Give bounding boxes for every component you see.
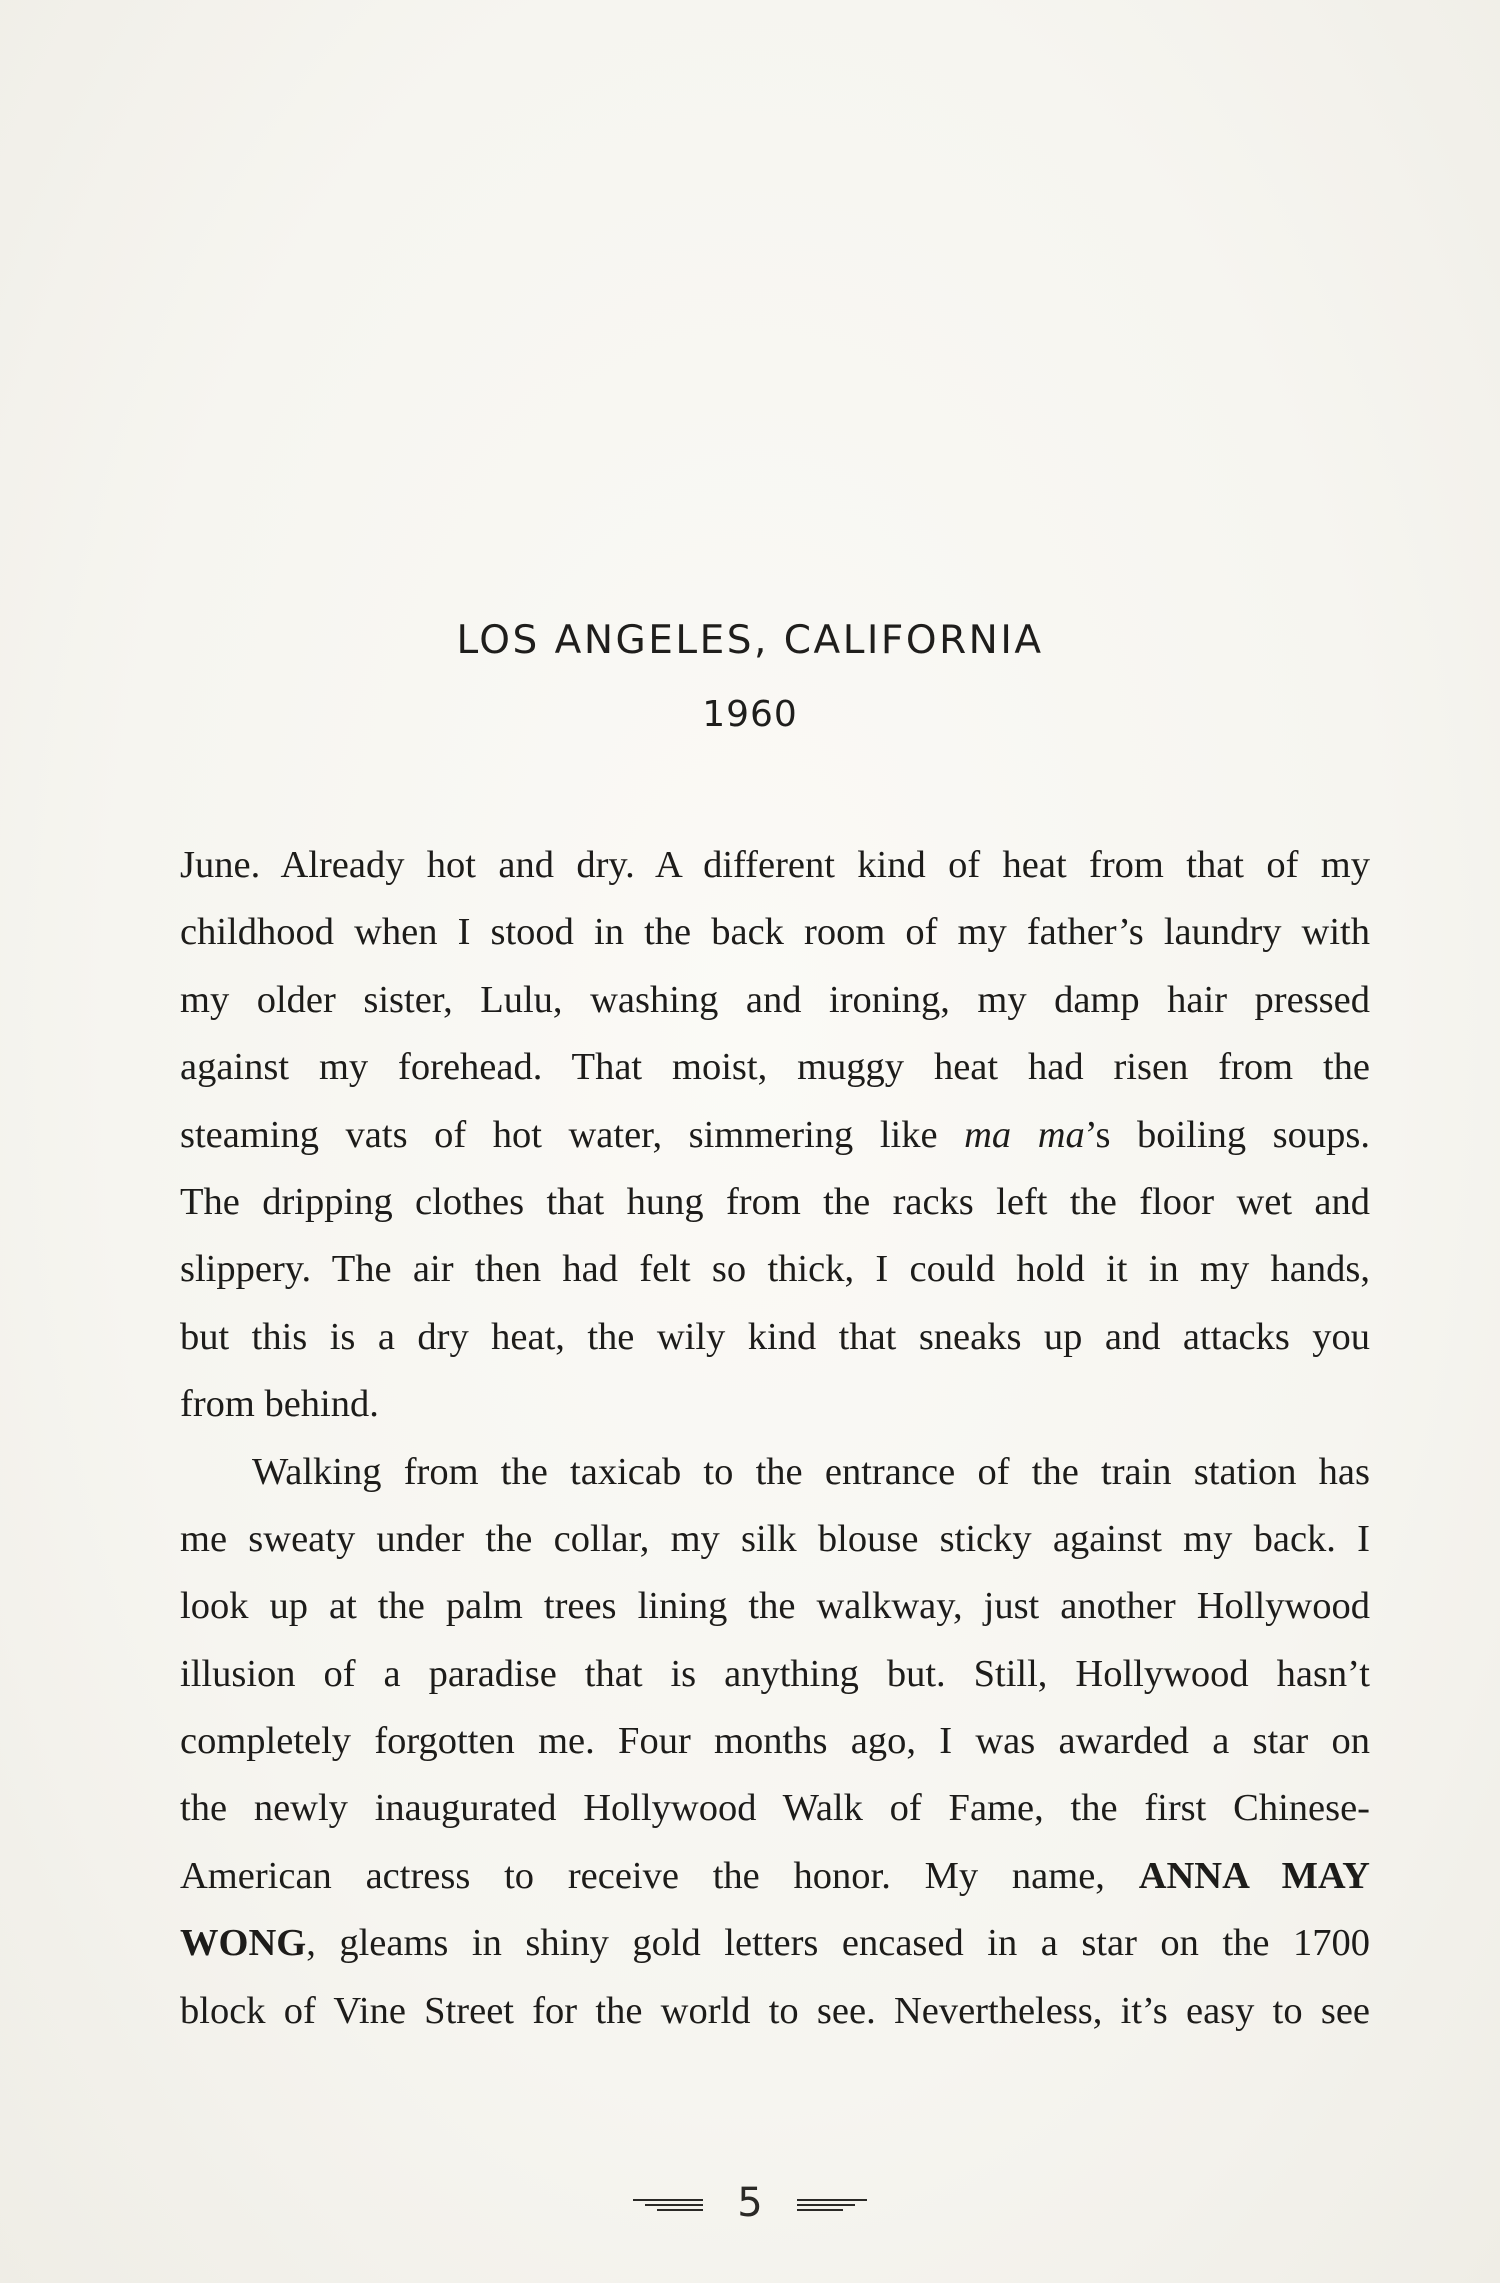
text-line: against my forehead. That moist, muggy heat had risen from the xyxy=(180,1046,1370,1089)
text-line: Walking from the taxicab to the entrance of the train station has xyxy=(252,1450,1370,1493)
bold-name: ANNA MAY xyxy=(1138,1854,1370,1897)
text-line: slippery. The air then had felt so thick, I could hold it in my hands, xyxy=(180,1248,1370,1291)
text-line: block of Vine Street for the world to see. Nevertheless, it’s easy to see xyxy=(180,1989,1370,2032)
text-line xyxy=(180,1843,1370,1910)
text-line: The dripping clothes that hung from the racks left the floor wet and xyxy=(180,1180,1370,1223)
text-line: me sweaty under the collar, my silk blouse sticky against my back. I xyxy=(180,1517,1370,1560)
text-line xyxy=(180,1910,1370,1977)
right-ornament-icon xyxy=(797,2197,867,2213)
text-line: from behind. xyxy=(180,1383,379,1426)
page-footer xyxy=(0,2180,1500,2226)
paragraph-1 xyxy=(180,832,1370,1439)
text-segment: steaming vats of hot water, simmering like xyxy=(180,1113,965,1156)
paragraph-2 xyxy=(180,1439,1370,2046)
left-ornament-icon xyxy=(633,2197,703,2213)
text-line: childhood when I stood in the back room of my father’s laundry with xyxy=(180,911,1370,954)
text-line xyxy=(180,1102,1370,1169)
text-segment: American actress to receive the honor. My name, xyxy=(180,1854,1139,1897)
text-line: my older sister, Lulu, washing and ironing, my damp hair pressed xyxy=(180,978,1370,1021)
bold-name: WONG xyxy=(180,1922,307,1965)
italic-term: ma ma xyxy=(964,1113,1085,1156)
text-line: the newly inaugurated Hollywood Walk of Fame, the first Chinese- xyxy=(180,1787,1370,1830)
text-line: completely forgotten me. Four months ago, I was awarded a star on xyxy=(180,1720,1370,1763)
chapter-year: 1960 xyxy=(702,694,798,735)
text-line: but this is a dry heat, the wily kind that sneaks up and attacks you xyxy=(180,1315,1370,1358)
page-number: 5 xyxy=(737,2180,763,2226)
text-line: June. Already hot and dry. A different kind of heat from that of my xyxy=(180,844,1370,886)
text-line: look up at the palm trees lining the walkway, just another Hollywood xyxy=(180,1585,1370,1628)
text-line: illusion of a paradise that is anything but. Still, Hollywood hasn’t xyxy=(180,1652,1370,1695)
body-text xyxy=(180,832,1370,2045)
text-segment: , gleams in shiny gold letters encased in a star on the 1700 xyxy=(306,1922,1370,1965)
chapter-location-heading: LOS ANGELES, CALIFORNIA xyxy=(456,618,1044,663)
text-segment: ’s boiling soups. xyxy=(1084,1113,1371,1156)
